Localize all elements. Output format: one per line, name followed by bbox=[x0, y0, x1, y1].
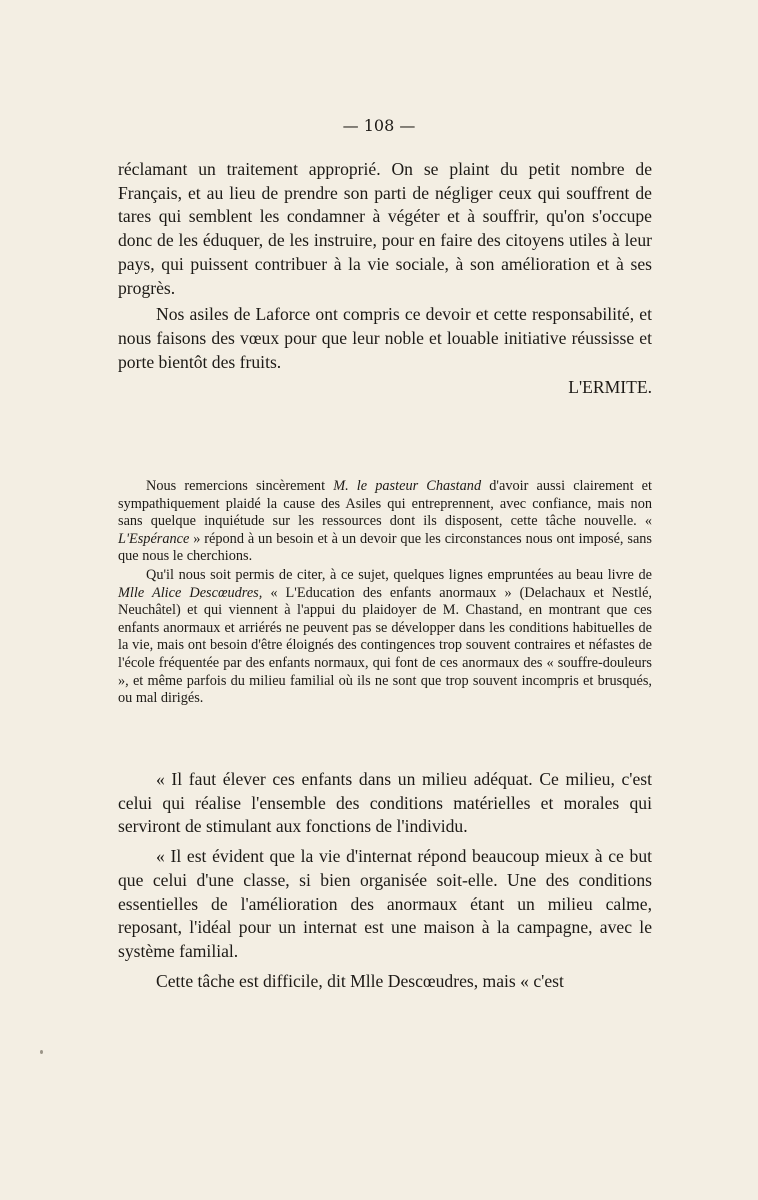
paper-speck bbox=[40, 1050, 43, 1054]
note-p1-journal: L'Espérance bbox=[118, 530, 190, 547]
note-p1-name: M. le pasteur Chastand bbox=[333, 478, 482, 494]
article-paragraph-2: Nos asiles de Laforce ont compris ce devoir et cette responsabilité, et nous faisons des vœux pour que leur noble et louable initiative réussisse et porte bientôt des fruits. bbox=[118, 304, 652, 372]
article-signature: L'ERMITE. bbox=[568, 377, 652, 398]
page-number: — 108 — bbox=[342, 116, 416, 135]
quote-section bbox=[118, 768, 652, 993]
quote-paragraph-1: « Il faut élever ces enfants dans un milieu adéquat. Ce milieu, c'est celui qui réalise l'ensemble des conditions matérielles et morales qui serviront de stimulant aux fonctions de l'individu. bbox=[118, 769, 652, 837]
article-paragraph-1: réclamant un traitement approprié. On se plaint du petit nombre de Français, et au lieu de prendre son parti de négliger ceux qui souffrent de tares qui semblent les condamner à végéter et à souffrir, qu'on s'occupe donc de les éduquer, de les instruire, pour en faire des citoyens utiles à leur pays, qui puissent contribuer à la vie sociale, à son amélioration et à ses progrès. bbox=[118, 159, 652, 298]
quote-paragraph-2: « Il est évident que la vie d'internat répond beaucoup mieux à ce but que celui d'une classe, si bien organisée soit-elle. Une des conditions essentielles de l'amélioration des anormaux étant un milieu calme, reposant, l'idéal pour un internat est une maison à la campagne, avec le système familial. bbox=[118, 846, 652, 961]
quote-paragraph-3: Cette tâche est difficile, dit Mlle Descœudres, mais « c'est bbox=[156, 970, 564, 991]
note-p2-author: Mlle Alice Descœudres, bbox=[118, 584, 263, 601]
editorial-note bbox=[118, 478, 652, 708]
note-p2-start: Qu'il nous soit permis de citer, à ce sujet, quelques lignes empruntées au beau livre de bbox=[146, 566, 652, 583]
article-section bbox=[118, 158, 652, 398]
note-paragraph-1 bbox=[118, 478, 652, 566]
note-paragraph-2 bbox=[118, 567, 652, 708]
note-p1-end: » répond à un besoin et à un devoir que les circonstances nous ont imposé, sans que nous le cherchions. bbox=[118, 530, 652, 565]
note-p2-end: « L'Education des enfants anormaux » (Delachaux et Nestlé, Neuchâtel) et qui viennent à l'appui du plaidoyer de M. Chastand, en montrant que ces enfants anormaux et arriérés ne peuvent pas se développer dans les conditions habituelles de la vie, mais ont besoin d'être éloignés des contingences trop souvent contraires et néfastes de l'école fréquentée par des enfants normaux, qui font de ces anormaux des « souffre-douleurs », et même parfois du milieu familial où ils ne sont que trop souvent incompris et brusqués, ou mal dirigés. bbox=[118, 584, 652, 707]
note-p1-start: Nous remercions sincèrement bbox=[146, 478, 334, 494]
note-p1-mid: d'avoir aussi clairement et sympathiquement plaidé la cause des Asiles qui entreprennent, avec confiance, mais non sans quelque inquiétude sur les ressources dont ils disposent, cette tâche nouvelle. « bbox=[118, 478, 652, 530]
